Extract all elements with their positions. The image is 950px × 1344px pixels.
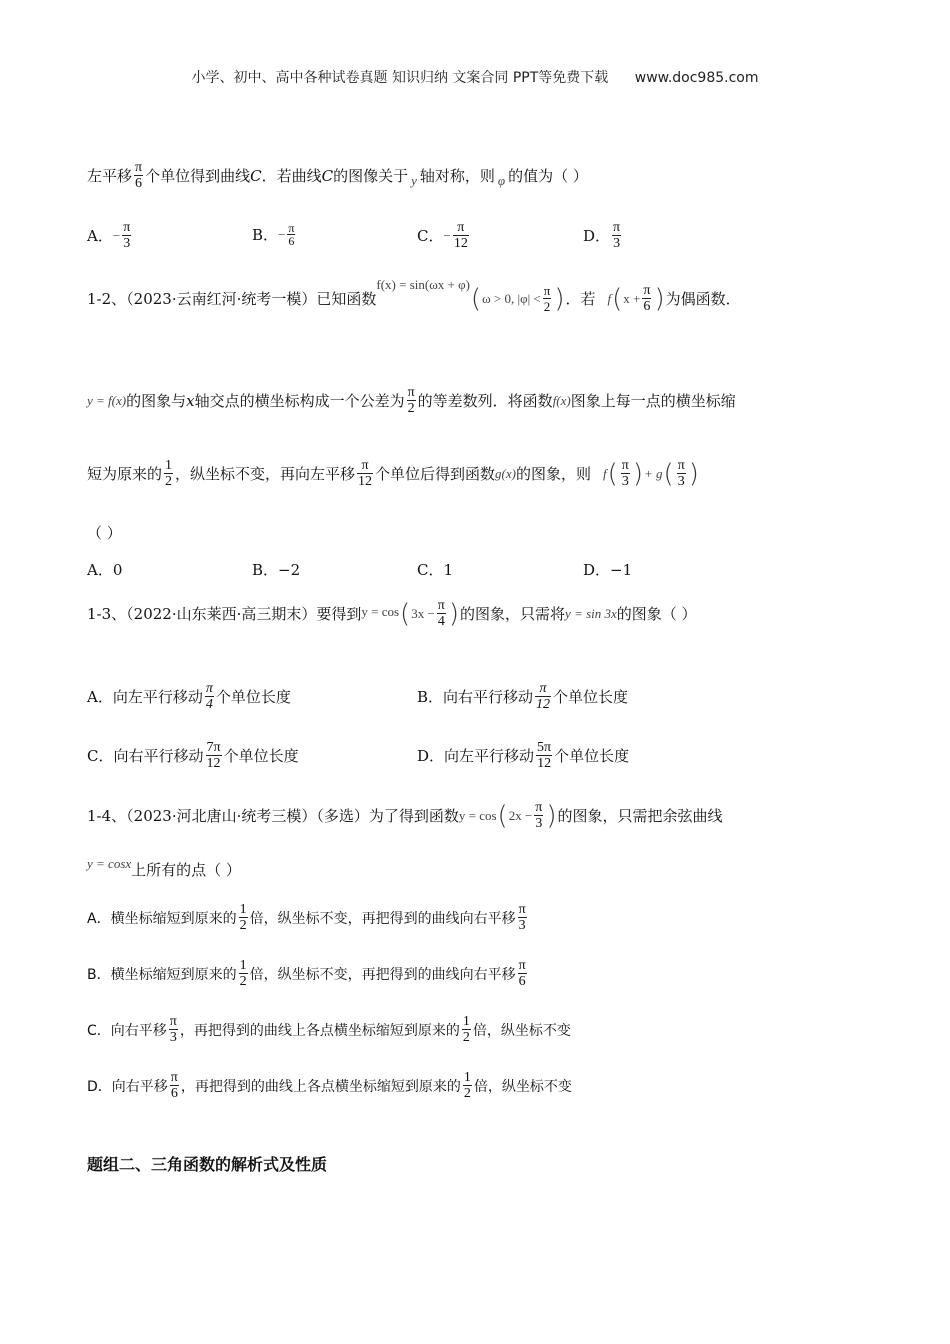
q3-option-b[interactable]: B．向右平行移动 $\frac{\pi}{12}$ 个单位长度 <box>417 681 629 712</box>
q3-option-d[interactable]: D．向左平行移动 $\frac{5\pi}{12}$ 个单位长度 <box>417 740 630 771</box>
q1-stem: 左平移 $\frac{\pi}{6}$ 个单位得到曲线 C ．若曲线 C 的图像关于 y 轴对称，则 φ 的值为（ ） <box>87 160 588 191</box>
q2-option-d[interactable]: D． −1 <box>583 560 633 579</box>
q4-option-a[interactable]: A． 横坐标缩短到原来的 $\frac{1}{2}$ 倍，纵坐标不变，再把得到的曲线向右平移 $\frac{\pi}{3}$ <box>87 902 526 933</box>
q2-option-c[interactable]: C． 1 <box>417 560 454 579</box>
q3-option-c[interactable]: C．向右平行移动 $\frac{7\pi}{12}$ 个单位长度 <box>87 740 299 771</box>
q2-option-b[interactable]: B． −2 <box>252 560 301 579</box>
header-url[interactable]: www.doc985.com <box>634 70 759 86</box>
q2-option-a[interactable]: A． 0 <box>87 560 123 579</box>
q4-option-b[interactable]: B． 横坐标缩短到原来的 $\frac{1}{2}$ 倍，纵坐标不变，再把得到的曲线向右平移 $\frac{\pi}{6}$ <box>87 958 526 989</box>
q1-option-c[interactable]: C． − $\frac{\pi}{12}$ <box>417 220 468 251</box>
q2-stem-line3: 短为原来的 $\frac{1}{2}$ ，纵坐标不变，再向左平移 $\frac{\pi}{12}$ 个单位后得到函数 g(x) 的图象，则 f ( $\frac{\pi}{3}$ ) + g ( $\frac{\pi}{3}$ ) <box>87 458 699 489</box>
q3-stem: 1-3、（2022·山东莱西·高三期末）要得到 y = cos ( 3x − $\frac{\pi}{4}$ ) 的图象，只需将 y = sin 3x 的图象（ ） <box>87 598 697 629</box>
q1-option-a[interactable]: A． − $\frac{\pi}{3}$ <box>87 220 131 251</box>
page-header <box>0 67 950 87</box>
q4-stem-line1: 1-4、（2023·河北唐山·统考三模）（多选）为了得到函数 y = cos ( 2x − $\frac{\pi}{3}$ ) 的图象，只需把余弦曲线 <box>87 800 723 831</box>
section-heading: 题组二、三角函数的解析式及性质 <box>87 1155 328 1174</box>
q4-option-d[interactable]: D． 向右平移 $\frac{\pi}{6}$ ，再把得到的曲线上各点横坐标缩短到原来的 $\frac{1}{2}$ 倍，纵坐标不变 <box>87 1070 572 1101</box>
q1-option-d[interactable]: D． $\frac{\pi}{3}$ <box>583 220 621 251</box>
fraction: $\frac{\pi}{6}$ <box>135 160 143 191</box>
q3-option-a[interactable]: A．向左平行移动 $\frac{\pi}{4}$ 个单位长度 <box>87 681 291 712</box>
q1-option-b[interactable]: B． − $\frac{\pi}{6}$ <box>252 221 295 248</box>
q4-option-c[interactable]: C． 向右平移 $\frac{\pi}{3}$ ，再把得到的曲线上各点横坐标缩短到原来的 $\frac{1}{2}$ 倍，纵坐标不变 <box>87 1014 571 1045</box>
q2-stem-line1: 1-2、（2023·云南红河·统考一模）已知函数 f(x) = sin(ωx + φ) ( ω > 0, |φ| < $\frac{\pi}{2}$ ) ．若 f ( x + $\frac{\pi}{6}$ ) 为偶函数． <box>87 276 741 314</box>
header-text: 小学、初中、高中各种试卷真题 知识归纳 文案合同 PPT等免费下载 <box>191 70 609 86</box>
q2-answer-paren: （ ） <box>87 524 122 542</box>
q2-stem-line2: y = f(x) 的图象与 x 轴交点的横坐标构成一个公差为 $\frac{\pi}{2}$ 的等差数列．将函数 f(x) 图象上每一点的横坐标缩 <box>87 385 736 416</box>
q4-stem-line2: y = cosx 上所有的点（ ） <box>87 855 241 879</box>
